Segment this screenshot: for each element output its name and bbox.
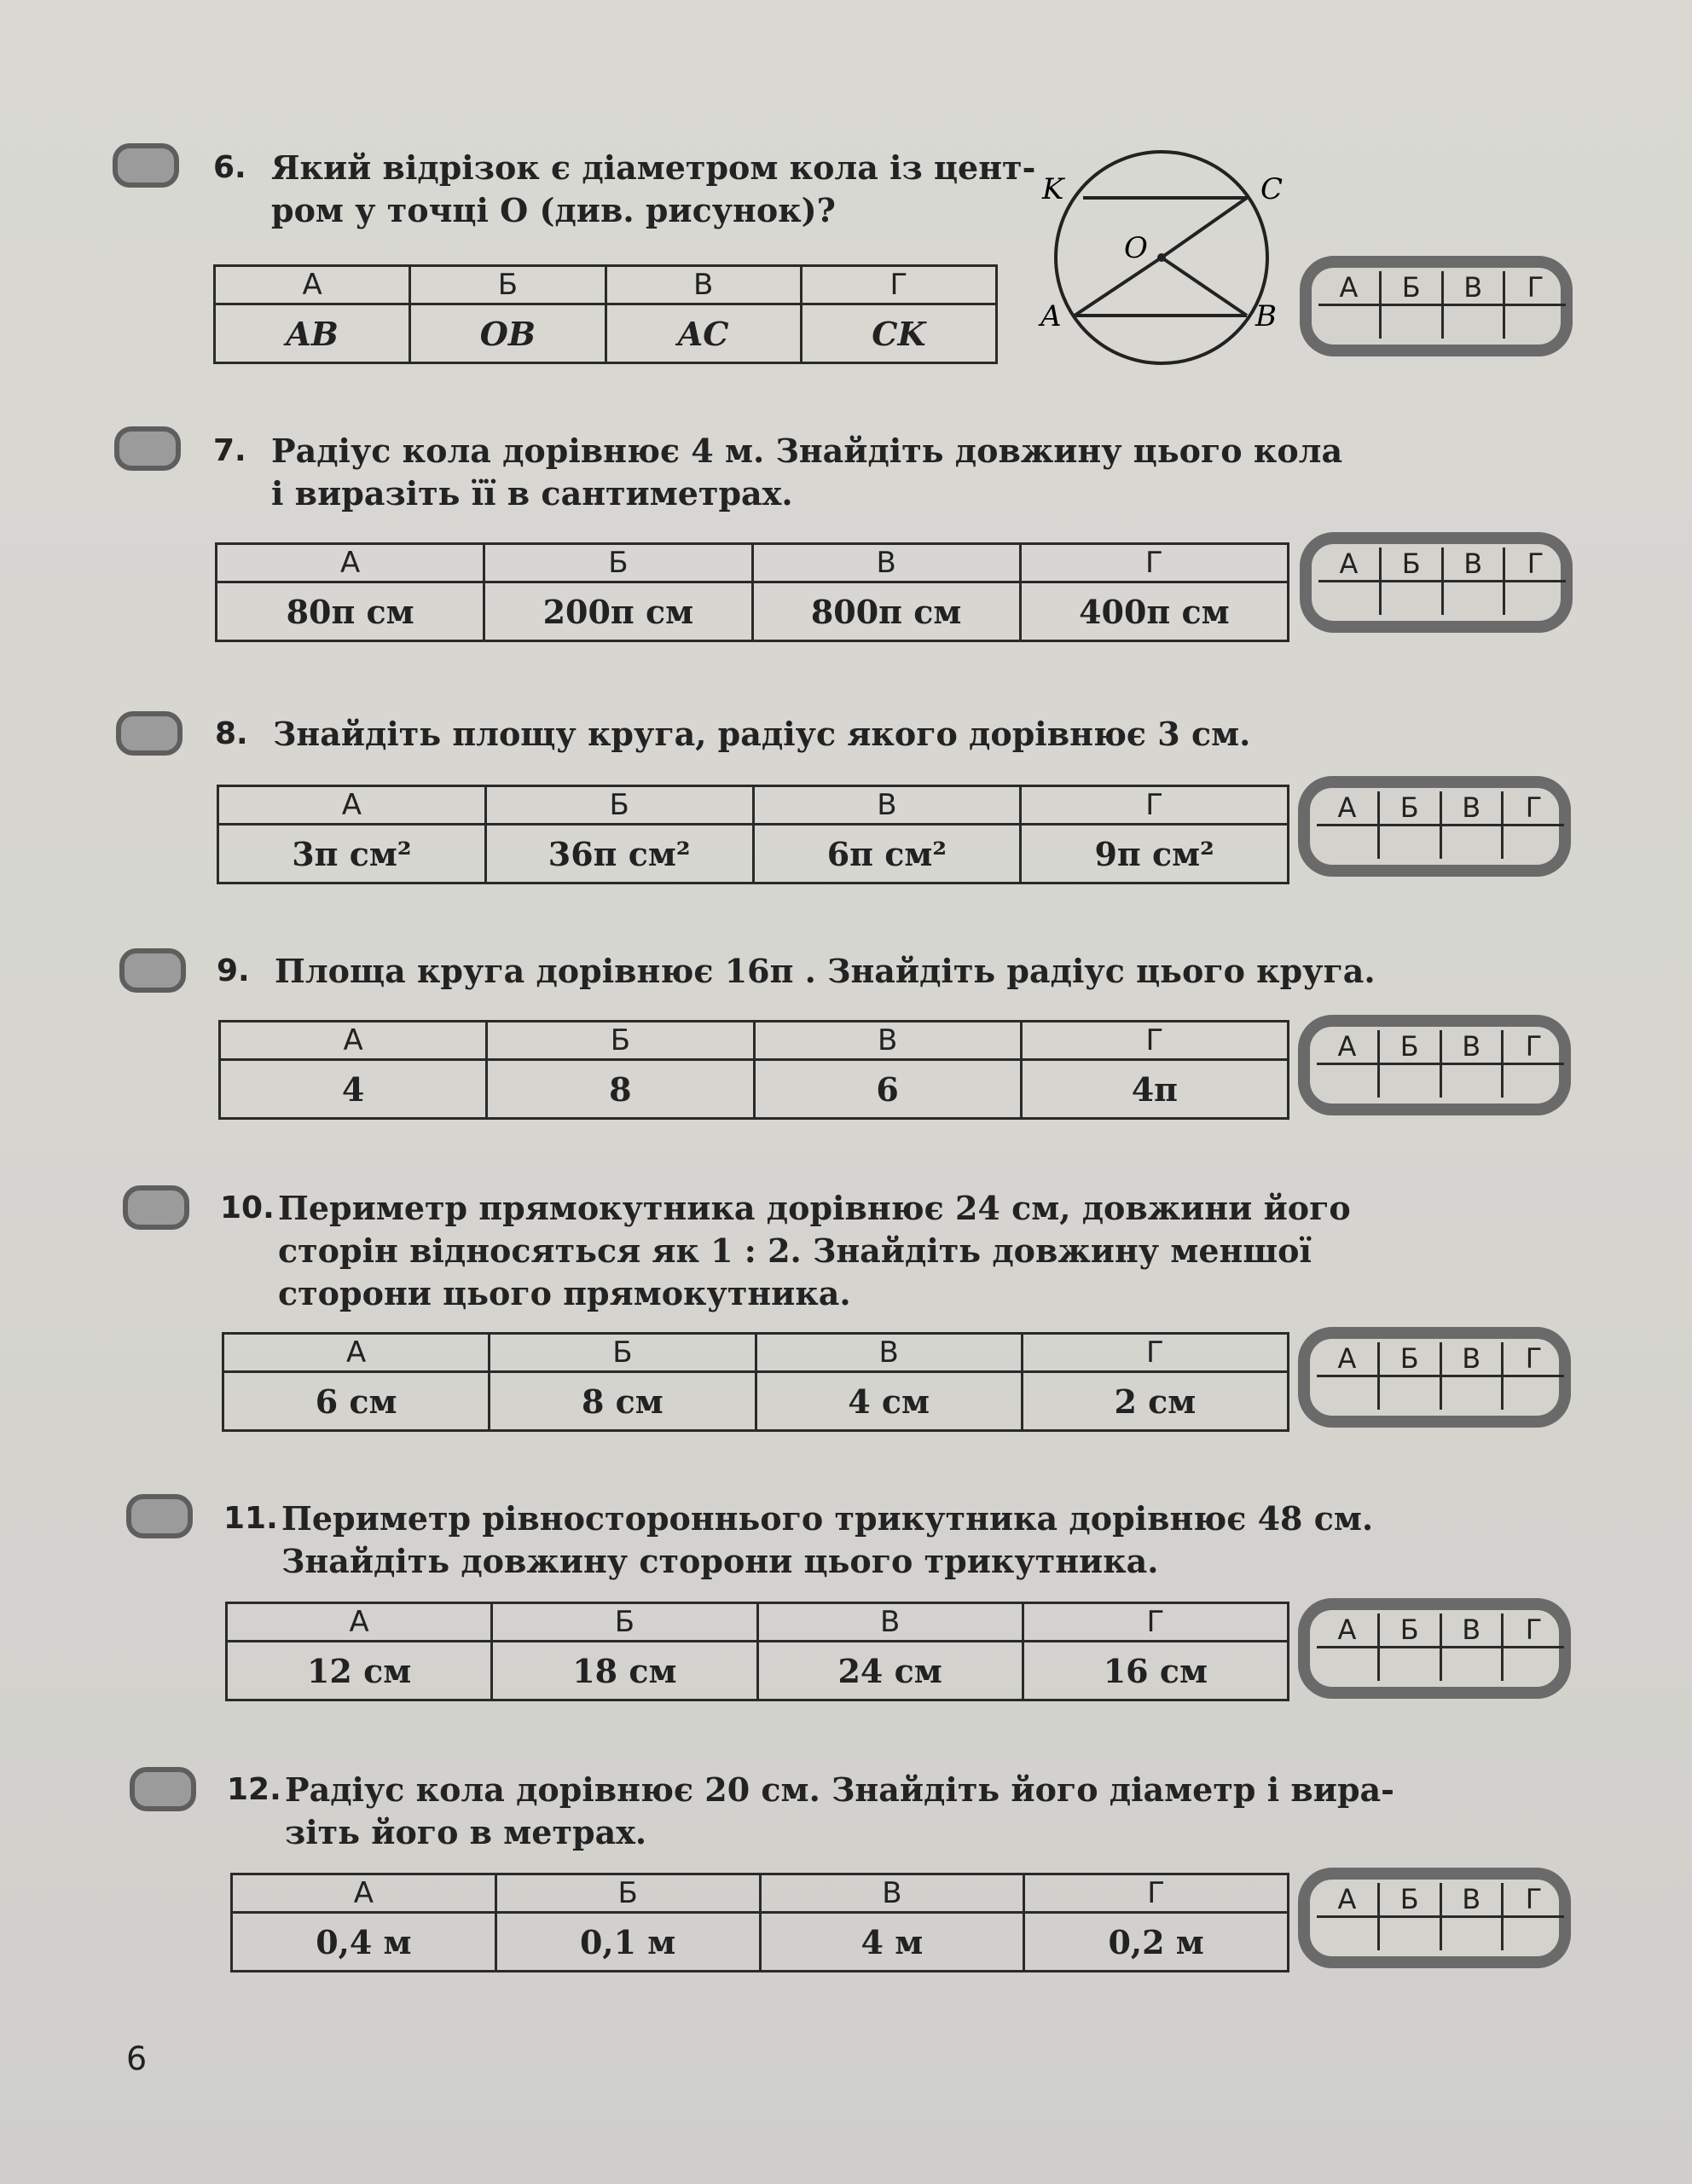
answer-cell-v[interactable]	[1440, 826, 1503, 860]
option-header-a: А	[220, 1022, 487, 1060]
answer-letter-v: В	[1440, 791, 1503, 826]
option-value-b[interactable]: 0,1 м	[495, 1913, 760, 1972]
answer-letter-a: А	[1317, 791, 1379, 826]
question-line: Знайдіть площу круга, радіус якого дорівнює 3 см.	[273, 715, 1251, 753]
question-text	[275, 950, 1376, 993]
option-value-a[interactable]: 0,4 м	[232, 1913, 496, 1972]
label-b: B	[1255, 299, 1277, 333]
question-line: Площа круга дорівнює 16π . Знайдіть радіус цього круга.	[275, 952, 1376, 990]
question-line: Радіус кола дорівнює 20 см. Знайдіть його діаметр і вира-	[285, 1770, 1394, 1809]
answer-cell-b[interactable]	[1379, 1376, 1441, 1411]
question-line: Периметр рівностороннього трикутника дорівнює 48 см.	[281, 1499, 1374, 1538]
option-header-b: Б	[485, 786, 753, 825]
answer-letter-v: В	[1442, 547, 1504, 582]
question-number: 8.	[215, 716, 248, 751]
checkbox-marker[interactable]	[114, 426, 181, 471]
question-line: Знайдіть довжину сторони цього трикутника.	[281, 1542, 1159, 1580]
answer-cell-a[interactable]	[1317, 1376, 1379, 1411]
answer-cell-v[interactable]	[1442, 305, 1504, 339]
answer-box[interactable]	[1300, 256, 1573, 356]
option-header-v: В	[756, 1334, 1022, 1372]
answer-cell-a[interactable]	[1317, 1917, 1379, 1951]
question-line: сторін відносяться як 1 : 2. Знайдіть довжину меншої	[278, 1231, 1312, 1270]
answer-box[interactable]	[1300, 532, 1573, 633]
option-header-b: Б	[490, 1334, 756, 1372]
option-value-v[interactable]: 4 м	[760, 1913, 1024, 1972]
option-header-b: Б	[487, 1022, 754, 1060]
question-number: 7.	[213, 433, 246, 468]
answer-letter-v: В	[1440, 1342, 1503, 1376]
options-table	[222, 1332, 1289, 1432]
checkbox-marker[interactable]	[116, 711, 183, 756]
label-o: O	[1124, 231, 1148, 265]
option-value-a[interactable]: AB	[215, 304, 410, 363]
option-value-v[interactable]: AC	[606, 304, 801, 363]
answer-cell-b[interactable]	[1379, 1917, 1441, 1951]
page-number: 6	[126, 2040, 148, 2077]
answer-letter-g: Г	[1503, 1030, 1565, 1064]
option-value-a[interactable]: 6 см	[223, 1372, 490, 1431]
answer-letter-b: Б	[1381, 547, 1443, 582]
option-header-g: Г	[1022, 1334, 1288, 1372]
answer-box[interactable]	[1298, 1327, 1571, 1428]
answer-letter-b: Б	[1379, 791, 1441, 826]
option-value-b[interactable]: 8	[487, 1060, 754, 1119]
question-number: 11.	[223, 1501, 278, 1536]
option-header-a: А	[217, 544, 484, 582]
question-number: 6.	[213, 150, 246, 185]
answer-letter-a: А	[1317, 1613, 1379, 1648]
options-table	[225, 1602, 1289, 1701]
question-number: 10.	[220, 1190, 275, 1225]
option-header-v: В	[757, 1603, 1023, 1642]
answer-box[interactable]	[1298, 1598, 1571, 1699]
options-table	[218, 1020, 1289, 1120]
answer-letter-a: А	[1317, 1030, 1379, 1064]
option-header-v: В	[760, 1874, 1024, 1913]
answer-cell-a[interactable]	[1318, 305, 1381, 339]
option-header-b: Б	[484, 544, 752, 582]
label-a: A	[1040, 299, 1062, 333]
option-header-a: А	[215, 266, 410, 304]
answer-cell-g[interactable]	[1503, 826, 1565, 860]
question-line: Радіус кола дорівнює 4 м. Знайдіть довжину цього кола	[271, 432, 1343, 470]
segment-co	[1162, 198, 1247, 258]
answer-box[interactable]	[1298, 1015, 1571, 1115]
question-text	[285, 1769, 1394, 1854]
option-header-g: Г	[1021, 1022, 1288, 1060]
options-table	[213, 264, 998, 364]
option-header-a: А	[218, 786, 486, 825]
option-value-b[interactable]: 8 см	[490, 1372, 756, 1431]
answer-letter-a: А	[1318, 271, 1381, 305]
options-table	[230, 1873, 1289, 1973]
answer-cell-g[interactable]	[1503, 1648, 1565, 1682]
option-header-v: В	[752, 544, 1020, 582]
option-value-g[interactable]: 2 см	[1022, 1372, 1288, 1431]
answer-letter-v: В	[1442, 271, 1504, 305]
answer-letter-b: Б	[1379, 1613, 1441, 1648]
option-value-g[interactable]: 16 см	[1023, 1642, 1288, 1700]
question-line: сторони цього прямокутника.	[278, 1274, 851, 1312]
option-value-v[interactable]: 6π см²	[753, 825, 1021, 883]
answer-cell-g[interactable]	[1503, 1064, 1565, 1098]
answer-cell-g[interactable]	[1504, 582, 1567, 616]
question-text	[278, 1187, 1351, 1315]
answer-cell-a[interactable]	[1317, 1064, 1379, 1098]
answer-letter-b: Б	[1379, 1030, 1441, 1064]
options-table	[217, 785, 1289, 884]
question-number: 12.	[227, 1772, 281, 1807]
option-value-v[interactable]: 4 см	[756, 1372, 1022, 1431]
option-header-b: Б	[410, 266, 606, 304]
answer-letter-g: Г	[1503, 791, 1565, 826]
option-header-b: Б	[492, 1603, 757, 1642]
answer-letter-a: А	[1317, 1342, 1379, 1376]
option-value-a[interactable]: 80π см	[217, 582, 484, 641]
option-header-v: В	[754, 1022, 1021, 1060]
center-point	[1157, 253, 1166, 262]
option-value-b[interactable]: OB	[410, 304, 606, 363]
answer-letter-a: А	[1318, 547, 1381, 582]
option-value-g[interactable]: CK	[801, 304, 996, 363]
answer-letter-g: Г	[1503, 1342, 1565, 1376]
option-header-g: Г	[1023, 1603, 1288, 1642]
option-value-a[interactable]: 4	[220, 1060, 487, 1119]
option-header-g: Г	[1024, 1874, 1289, 1913]
question-line: Периметр прямокутника дорівнює 24 см, довжини його	[278, 1189, 1351, 1227]
question-line: Який відрізок є діаметром кола із цент-	[271, 148, 1036, 187]
answer-letter-g: Г	[1504, 271, 1567, 305]
option-header-v: В	[606, 266, 801, 304]
answer-cell-v[interactable]	[1440, 1376, 1503, 1411]
option-value-b[interactable]: 36π см²	[485, 825, 753, 883]
checkbox-marker[interactable]	[119, 948, 186, 993]
answer-letter-g: Г	[1503, 1883, 1565, 1917]
segment-ob	[1162, 258, 1247, 316]
answer-box[interactable]	[1298, 1868, 1571, 1968]
answer-letter-b: Б	[1381, 271, 1443, 305]
answer-letter-v: В	[1440, 1030, 1503, 1064]
option-header-a: А	[232, 1874, 496, 1913]
question-number: 9.	[217, 953, 250, 988]
answer-letter-b: Б	[1379, 1342, 1441, 1376]
answer-letter-a: А	[1317, 1883, 1379, 1917]
option-value-g[interactable]: 0,2 м	[1024, 1913, 1289, 1972]
label-k: K	[1042, 172, 1064, 206]
question-text	[273, 713, 1296, 756]
circle-figure	[1023, 145, 1296, 370]
option-value-g[interactable]: 400π см	[1020, 582, 1288, 641]
answer-letter-g: Г	[1503, 1613, 1565, 1648]
options-table	[215, 542, 1289, 642]
question-line: зіть його в метрах.	[285, 1813, 647, 1851]
question-text	[271, 147, 1036, 232]
answer-cell-b[interactable]	[1379, 1064, 1441, 1098]
answer-cell-g[interactable]	[1504, 305, 1567, 339]
option-header-a: А	[223, 1334, 490, 1372]
option-value-g[interactable]: 9π см²	[1021, 825, 1289, 883]
option-value-b[interactable]: 18 см	[492, 1642, 757, 1700]
option-value-v[interactable]: 6	[754, 1060, 1021, 1119]
option-value-v[interactable]: 24 см	[757, 1642, 1023, 1700]
option-value-a[interactable]: 12 см	[227, 1642, 492, 1700]
checkbox-marker[interactable]	[113, 143, 179, 188]
answer-cell-a[interactable]	[1318, 582, 1381, 616]
option-header-b: Б	[495, 1874, 760, 1913]
question-line: ром у точці O (див. рисунок)?	[271, 191, 836, 229]
answer-letter-v: В	[1440, 1613, 1503, 1648]
option-value-b[interactable]: 200π см	[484, 582, 752, 641]
answer-cell-v[interactable]	[1440, 1917, 1503, 1951]
answer-box[interactable]	[1298, 776, 1571, 877]
question-text	[271, 430, 1343, 515]
option-header-g: Г	[1020, 544, 1288, 582]
option-value-a[interactable]: 3π см²	[218, 825, 486, 883]
checkbox-marker[interactable]	[130, 1767, 196, 1811]
answer-cell-b[interactable]	[1381, 582, 1443, 616]
answer-cell-v[interactable]	[1440, 1648, 1503, 1682]
answer-cell-a[interactable]	[1317, 1648, 1379, 1682]
answer-letter-g: Г	[1504, 547, 1567, 582]
option-value-g[interactable]: 4π	[1021, 1060, 1288, 1119]
option-header-a: А	[227, 1603, 492, 1642]
label-c: C	[1260, 172, 1283, 206]
question-text	[281, 1498, 1374, 1583]
answer-letter-v: В	[1440, 1883, 1503, 1917]
answer-cell-v[interactable]	[1440, 1064, 1503, 1098]
checkbox-marker[interactable]	[126, 1494, 193, 1538]
answer-cell-b[interactable]	[1379, 1648, 1441, 1682]
option-header-v: В	[753, 786, 1021, 825]
question-line: і виразіть її в сантиметрах.	[271, 474, 793, 513]
answer-cell-b[interactable]	[1381, 305, 1443, 339]
answer-cell-g[interactable]	[1503, 1917, 1565, 1951]
answer-letter-b: Б	[1379, 1883, 1441, 1917]
answer-cell-b[interactable]	[1379, 826, 1441, 860]
answer-cell-g[interactable]	[1503, 1376, 1565, 1411]
answer-cell-v[interactable]	[1442, 582, 1504, 616]
circle-diagram	[1023, 145, 1296, 367]
checkbox-marker[interactable]	[123, 1185, 189, 1230]
answer-cell-a[interactable]	[1317, 826, 1379, 860]
option-value-v[interactable]: 800π см	[752, 582, 1020, 641]
segment-ao	[1075, 258, 1162, 316]
option-header-g: Г	[801, 266, 996, 304]
option-header-g: Г	[1021, 786, 1289, 825]
